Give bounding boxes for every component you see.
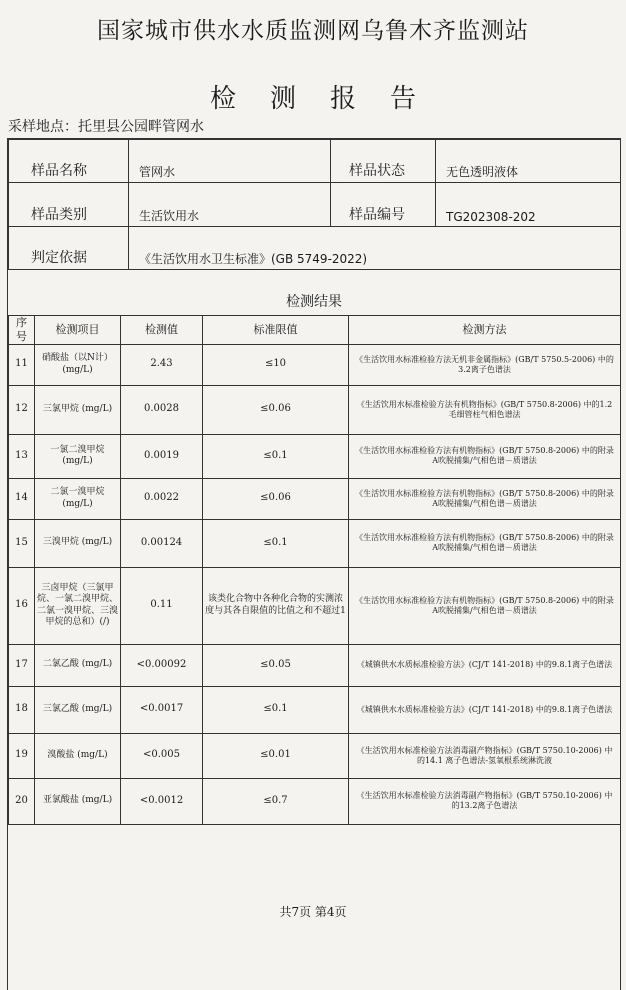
test-value: <0.00092 — [121, 644, 203, 686]
test-method: 《生活饮用水标准检验方法有机物指标》(GB/T 5750.8-2006) 中的1.2毛细管柱气相色谱法 — [349, 385, 621, 434]
report-sheet — [7, 138, 621, 990]
test-method: 《城镇供水水质标准检验方法》(CJ/T 141-2018) 中的9.8.1离子色谱法 — [349, 686, 621, 733]
table-row — [9, 478, 621, 519]
test-item: 三卤甲烷（三氯甲烷、一氯二溴甲烷、二氯一溴甲烷、三溴甲烷的总和）(/) — [35, 567, 121, 644]
test-item: 二氯一溴甲烷 (mg/L) — [35, 478, 121, 519]
table-row — [9, 778, 621, 824]
column-header: 序号 — [9, 316, 35, 345]
standard-limit: ≤0.1 — [203, 519, 349, 567]
test-value: <0.0012 — [121, 778, 203, 824]
row-number: 13 — [9, 434, 35, 478]
test-item: 二氯乙酸 (mg/L) — [35, 644, 121, 686]
row-number: 18 — [9, 686, 35, 733]
test-item: 三氯甲烷 (mg/L) — [35, 385, 121, 434]
row-number: 14 — [9, 478, 35, 519]
test-value: 0.0028 — [121, 385, 203, 434]
report-title: 检测报告 — [209, 84, 450, 114]
row-number: 19 — [9, 733, 35, 778]
sample-no-value: TG202308-202 — [436, 183, 621, 227]
column-header: 检测方法 — [349, 316, 621, 345]
table-row — [9, 733, 621, 778]
basis-value: 《生活饮用水卫生标准》(GB 5749-2022) — [129, 227, 621, 270]
results-title: 检测结果 — [286, 294, 342, 310]
test-value: 0.11 — [121, 567, 203, 644]
test-method: 《生活饮用水标准检验方法有机物指标》(GB/T 5750.8-2006) 中的附录A吹脱捕集/气相色谱－质谱法 — [349, 519, 621, 567]
sample-type-label: 样品类别 — [9, 183, 129, 227]
table-row — [9, 344, 621, 385]
standard-limit: ≤0.01 — [203, 733, 349, 778]
basis-label: 判定依据 — [9, 227, 129, 270]
sampling-site: 采样地点：托里县公园畔管网水 — [8, 119, 204, 135]
row-number: 16 — [9, 567, 35, 644]
test-item: 三溴甲烷 (mg/L) — [35, 519, 121, 567]
row-number: 11 — [9, 344, 35, 385]
standard-limit: ≤0.06 — [203, 478, 349, 519]
test-method: 《城镇供水水质标准检验方法》(CJ/T 141-2018) 中的9.8.1离子色谱法 — [349, 644, 621, 686]
test-item: 溴酸盐 (mg/L) — [35, 733, 121, 778]
results-table-header-row — [9, 316, 621, 345]
test-value: <0.0017 — [121, 686, 203, 733]
table-row — [9, 434, 621, 478]
test-method: 《生活饮用水标准检验方法消毒副产物指标》(GB/T 5750.10-2006) 中的13.2离子色谱法 — [349, 778, 621, 824]
sample-no-label: 样品编号 — [331, 183, 436, 227]
standard-limit: ≤10 — [203, 344, 349, 385]
sample-state-value: 无色透明液体 — [436, 140, 621, 183]
test-item: 三氯乙酸 (mg/L) — [35, 686, 121, 733]
column-header: 检测值 — [121, 316, 203, 345]
test-value: 2.43 — [121, 344, 203, 385]
test-item: 一氯二溴甲烷 (mg/L) — [35, 434, 121, 478]
sample-name-value: 管网水 — [129, 140, 331, 183]
org-title: 国家城市供水水质监测网乌鲁木齐监测站 — [97, 18, 529, 44]
standard-limit: ≤0.1 — [203, 686, 349, 733]
page-number: 共7页 第4页 — [279, 905, 347, 919]
table-row — [9, 519, 621, 567]
table-row — [9, 686, 621, 733]
test-item: 亚氯酸盐 (mg/L) — [35, 778, 121, 824]
test-method: 《生活饮用水标准检验方法无机非金属指标》(GB/T 5750.5-2006) 中的3.2离子色谱法 — [349, 344, 621, 385]
test-method: 《生活饮用水标准检验方法消毒副产物指标》(GB/T 5750.10-2006) 中的14.1 离子色谱法-氢氧根系统淋洗液 — [349, 733, 621, 778]
column-header: 标准限值 — [203, 316, 349, 345]
standard-limit: ≤0.1 — [203, 434, 349, 478]
test-item: 硝酸盐（以N计）(mg/L) — [35, 344, 121, 385]
row-number: 15 — [9, 519, 35, 567]
results-table — [8, 315, 621, 825]
standard-limit: ≤0.06 — [203, 385, 349, 434]
test-value: <0.005 — [121, 733, 203, 778]
test-value: 0.00124 — [121, 519, 203, 567]
test-method: 《生活饮用水标准检验方法有机物指标》(GB/T 5750.8-2006) 中的附录A吹脱捕集/气相色谱－质谱法 — [349, 567, 621, 644]
standard-limit: ≤0.7 — [203, 778, 349, 824]
sample-name-label: 样品名称 — [9, 140, 129, 183]
sample-state-label: 样品状态 — [331, 140, 436, 183]
test-value: 0.0019 — [121, 434, 203, 478]
sample-type-value: 生活饮用水 — [129, 183, 331, 227]
row-number: 12 — [9, 385, 35, 434]
table-row — [9, 567, 621, 644]
row-number: 20 — [9, 778, 35, 824]
test-value: 0.0022 — [121, 478, 203, 519]
table-row — [9, 385, 621, 434]
test-method: 《生活饮用水标准检验方法有机物指标》(GB/T 5750.8-2006) 中的附录A吹脱捕集/气相色谱－质谱法 — [349, 478, 621, 519]
test-method: 《生活饮用水标准检验方法有机物指标》(GB/T 5750.8-2006) 中的附录A吹脱捕集/气相色谱－质谱法 — [349, 434, 621, 478]
standard-limit: 该类化合物中各种化合物的实测浓度与其各自限值的比值之和不超过1 — [203, 567, 349, 644]
column-header: 检测项目 — [35, 316, 121, 345]
table-row — [9, 644, 621, 686]
results-header — [8, 268, 620, 316]
sample-info-table — [8, 139, 621, 270]
standard-limit: ≤0.05 — [203, 644, 349, 686]
row-number: 17 — [9, 644, 35, 686]
